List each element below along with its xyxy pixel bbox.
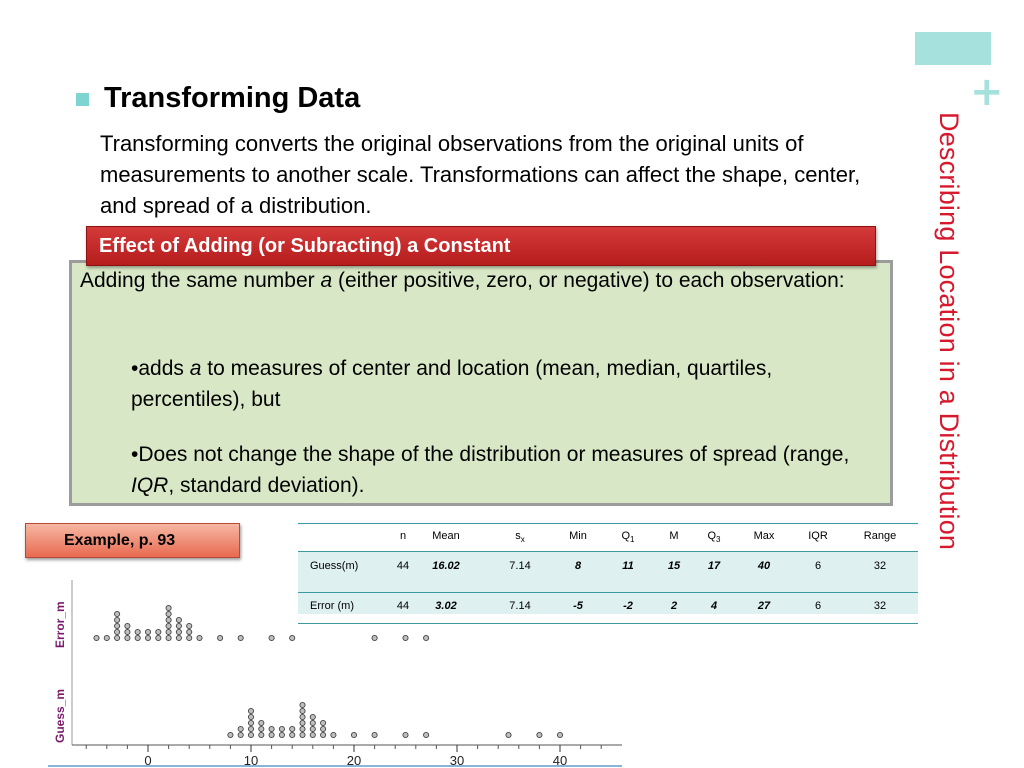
x-tick-label: 30	[449, 753, 465, 768]
table-cell: 2	[670, 600, 678, 612]
guess-dot	[290, 732, 295, 737]
table-cell: 3.02	[435, 600, 457, 612]
bullet-square-icon	[76, 93, 89, 106]
error-dot	[115, 629, 120, 634]
table-header-cell: $Q_3$	[707, 530, 721, 545]
example-label: Example, p. 93	[64, 532, 176, 549]
table-header-cell: M	[669, 530, 679, 542]
error-dot	[166, 629, 171, 634]
table-rule	[298, 551, 918, 552]
error-dot	[166, 617, 171, 622]
table-cell: 6	[814, 560, 822, 572]
guess-dot	[279, 732, 284, 737]
table-cell: 40	[757, 560, 771, 572]
error-dot	[115, 623, 120, 628]
error-dot	[166, 611, 171, 616]
table-cell: 4	[710, 600, 718, 612]
guess-dot	[310, 714, 315, 719]
guess-dot	[403, 732, 408, 737]
table-cell: -2	[623, 600, 633, 612]
guess-dot	[248, 732, 253, 737]
error-dot	[94, 635, 99, 640]
text-run: Adding the same number	[80, 269, 321, 292]
header-subscript: 1	[630, 535, 635, 545]
x-tick-label: 10	[243, 753, 259, 768]
callout-header	[86, 226, 876, 266]
dotplot-chart	[48, 580, 622, 768]
guess-dot	[238, 726, 243, 731]
table-cell: -5	[573, 600, 583, 612]
y-label-guess: Guess_m	[53, 688, 67, 743]
error-dot	[218, 635, 223, 640]
error-dot	[115, 617, 120, 622]
slide-heading: Transforming Data	[104, 82, 361, 114]
guess-dot	[310, 726, 315, 731]
table-row-label: Guess(m)	[310, 560, 359, 572]
error-dot	[115, 611, 120, 616]
error-dot	[145, 635, 150, 640]
table-cell: 11	[622, 560, 634, 572]
table-cell: 44	[396, 600, 410, 612]
text-run: (either positive, zero, or negative) to each observation:	[332, 269, 845, 292]
variable-iqr: IQR	[131, 474, 169, 497]
table-cell: 15	[667, 560, 681, 572]
accent-bar	[915, 32, 991, 65]
table-header-cell: Mean	[432, 530, 460, 542]
error-dot	[176, 629, 181, 634]
guess-dot	[331, 732, 336, 737]
table-cell: 7.14	[509, 560, 531, 572]
header-subscript: x	[520, 535, 525, 545]
error-dot	[197, 635, 202, 640]
table-header-cell: Max	[753, 530, 775, 542]
table-cell: 7.14	[509, 600, 531, 612]
table-header-cell: $s_x$	[515, 530, 525, 545]
error-dot	[104, 635, 109, 640]
table-rule	[298, 523, 918, 524]
error-dot	[424, 635, 429, 640]
text-run: to measures of center and location (mean, median, quartiles, percentiles), but	[131, 357, 773, 411]
guess-dot	[506, 732, 511, 737]
guess-dot	[300, 702, 305, 707]
guess-dot	[269, 732, 274, 737]
text-run: , standard deviation).	[168, 474, 365, 497]
header-subscript: 3	[716, 535, 721, 545]
table-cell: 8	[574, 560, 582, 572]
table-cell: 16.02	[432, 560, 460, 572]
error-dot	[166, 635, 171, 640]
guess-dot	[290, 726, 295, 731]
guess-dot	[238, 732, 243, 737]
guess-dot	[248, 726, 253, 731]
error-dot	[187, 623, 192, 628]
table-row-label: Error (m)	[310, 600, 354, 612]
guess-dot	[300, 732, 305, 737]
error-dot	[187, 635, 192, 640]
guess-dot	[259, 726, 264, 731]
guess-dot	[300, 714, 305, 719]
table-cell: 27	[757, 600, 771, 612]
variable-a: a	[189, 357, 202, 380]
guess-dot	[321, 732, 326, 737]
guess-dot	[279, 726, 284, 731]
guess-dot	[321, 726, 326, 731]
guess-dot	[248, 714, 253, 719]
error-dot	[290, 635, 295, 640]
dotplot-svg	[48, 580, 622, 768]
guess-dot	[372, 732, 377, 737]
guess-dot	[537, 732, 542, 737]
table-cell: 44	[396, 560, 410, 572]
table-header-cell: Range	[863, 530, 897, 542]
error-dot	[135, 635, 140, 640]
guess-dot	[310, 732, 315, 737]
side-title	[936, 108, 962, 668]
x-tick-label: 0	[144, 753, 152, 768]
table-cell: 32	[873, 600, 887, 612]
plus-icon: +	[970, 69, 1004, 115]
error-dot	[176, 623, 181, 628]
error-dot	[176, 617, 181, 622]
side-title-text: Describing Location in a Distribution	[934, 112, 964, 551]
error-dot	[145, 629, 150, 634]
error-dot	[135, 629, 140, 634]
guess-dot	[557, 732, 562, 737]
error-dot	[269, 635, 274, 640]
guess-dot	[351, 732, 356, 737]
table-cell: 6	[814, 600, 822, 612]
error-dot	[166, 623, 171, 628]
guess-dot	[310, 720, 315, 725]
example-tab	[25, 523, 240, 558]
x-tick-label: 40	[552, 753, 568, 768]
table-header-cell: Min	[569, 530, 587, 542]
guess-dot	[259, 720, 264, 725]
x-tick-label: 20	[346, 753, 362, 768]
error-dot	[372, 635, 377, 640]
table-header-cell: n	[399, 530, 407, 542]
error-dot	[125, 623, 130, 628]
callout-header-text: Effect of Adding (or Subracting) a Constant	[99, 235, 511, 257]
guess-dot	[300, 720, 305, 725]
error-dot	[156, 635, 161, 640]
guess-dot	[424, 732, 429, 737]
guess-dot	[321, 720, 326, 725]
intro-paragraph: Transforming converts the original observations from the original units of measurements to another scale. Transformations can affect the shape, center, and spread of a distribution.	[100, 131, 861, 218]
table-cell: 32	[873, 560, 887, 572]
text-run: •adds	[131, 357, 190, 380]
guess-dot	[300, 708, 305, 713]
table-header-cell: $Q_1$	[621, 530, 635, 545]
guess-dot	[269, 726, 274, 731]
callout-paragraph	[80, 265, 890, 296]
error-dot	[115, 635, 120, 640]
callout-bullet-2	[131, 439, 871, 501]
error-dot	[156, 629, 161, 634]
guess-dot	[259, 732, 264, 737]
error-dot	[176, 635, 181, 640]
error-dot	[125, 629, 130, 634]
error-dot	[187, 629, 192, 634]
callout-bullet-1	[131, 353, 871, 415]
y-label-error: Error_m	[53, 601, 67, 648]
variable-a: a	[320, 269, 333, 292]
guess-dot	[248, 720, 253, 725]
text-run: •Does not change the shape of the distribution or measures of spread (range,	[131, 443, 850, 466]
guess-dot	[248, 708, 253, 713]
table-header-cell: IQR	[808, 530, 828, 542]
error-dot	[238, 635, 243, 640]
error-dot	[166, 605, 171, 610]
guess-dot	[228, 732, 233, 737]
table-cell: 17	[707, 560, 721, 572]
error-dot	[403, 635, 408, 640]
error-dot	[125, 635, 130, 640]
guess-dot	[300, 726, 305, 731]
